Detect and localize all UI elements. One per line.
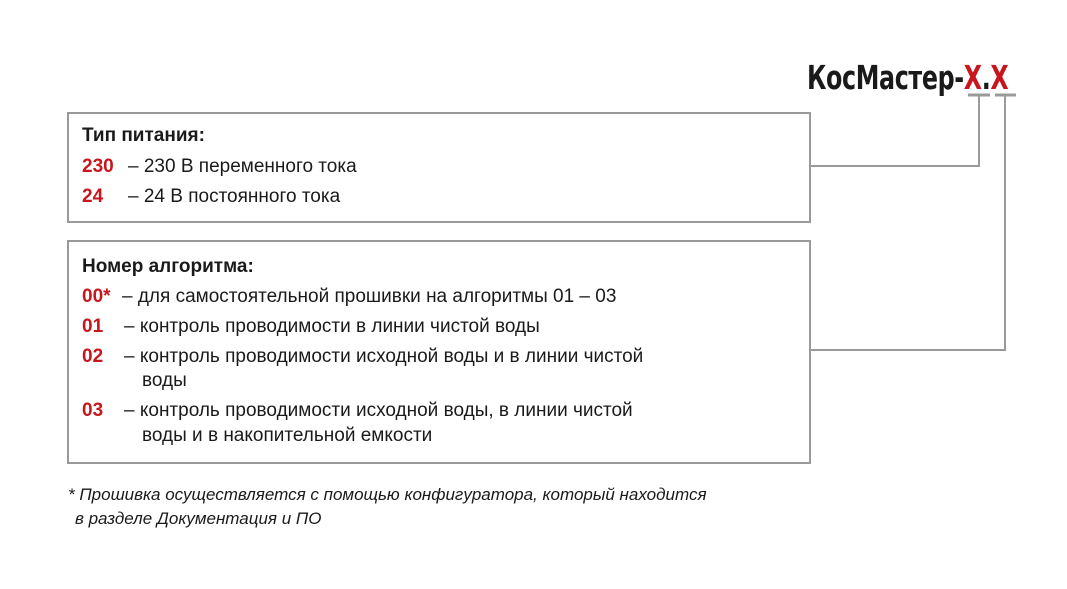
power-item-230 <box>82 156 357 178</box>
algorithm-code: 01 <box>82 316 104 337</box>
algorithm-description: – контроль проводимости исходной воды, в линии чистой <box>124 400 633 421</box>
power-code: 24 <box>82 186 104 207</box>
power-description: – 230 В переменного тока <box>128 156 357 177</box>
algorithm-code: 02 <box>82 346 104 367</box>
title-power-placeholder: X <box>963 58 982 97</box>
power-connector <box>811 95 979 166</box>
algorithm-item-03 <box>82 400 633 422</box>
algorithm-description: – контроль проводимости в линии чистой воды <box>124 316 540 337</box>
algorithm-description: – для самостоятельной прошивки на алгоритмы 01 – 03 <box>122 286 617 307</box>
title-prefix: КосМастер- <box>807 58 964 97</box>
power-description: – 24 В постоянного тока <box>128 186 341 207</box>
algorithm-heading: Номер алгоритма: <box>82 256 254 277</box>
algorithm-description-continued: воды <box>142 370 187 391</box>
title-algorithm-placeholder: X <box>990 58 1009 97</box>
algorithm-item-02 <box>82 346 643 368</box>
power-code: 230 <box>82 156 114 177</box>
power-item-24 <box>82 186 340 208</box>
power-type-heading: Тип питания: <box>82 125 205 146</box>
algorithm-connector <box>811 95 1005 350</box>
algorithm-description-continued: воды и в накопительной емкости <box>142 425 433 446</box>
footnote-line-1: * Прошивка осуществляется с помощью конфигуратора, который находится <box>68 485 707 504</box>
power-type-box <box>67 112 811 223</box>
algorithm-item-00 <box>82 286 616 308</box>
algorithm-description: – контроль проводимости исходной воды и в линии чистой <box>124 346 644 367</box>
title-separator: . <box>981 58 991 97</box>
algorithm-code: 03 <box>82 400 104 421</box>
algorithm-code: 00* <box>82 286 111 307</box>
algorithm-box <box>67 240 811 464</box>
footnote-line-2: в разделе Документация и ПО <box>75 509 322 528</box>
footnote <box>68 483 707 531</box>
algorithm-item-01 <box>82 316 540 338</box>
